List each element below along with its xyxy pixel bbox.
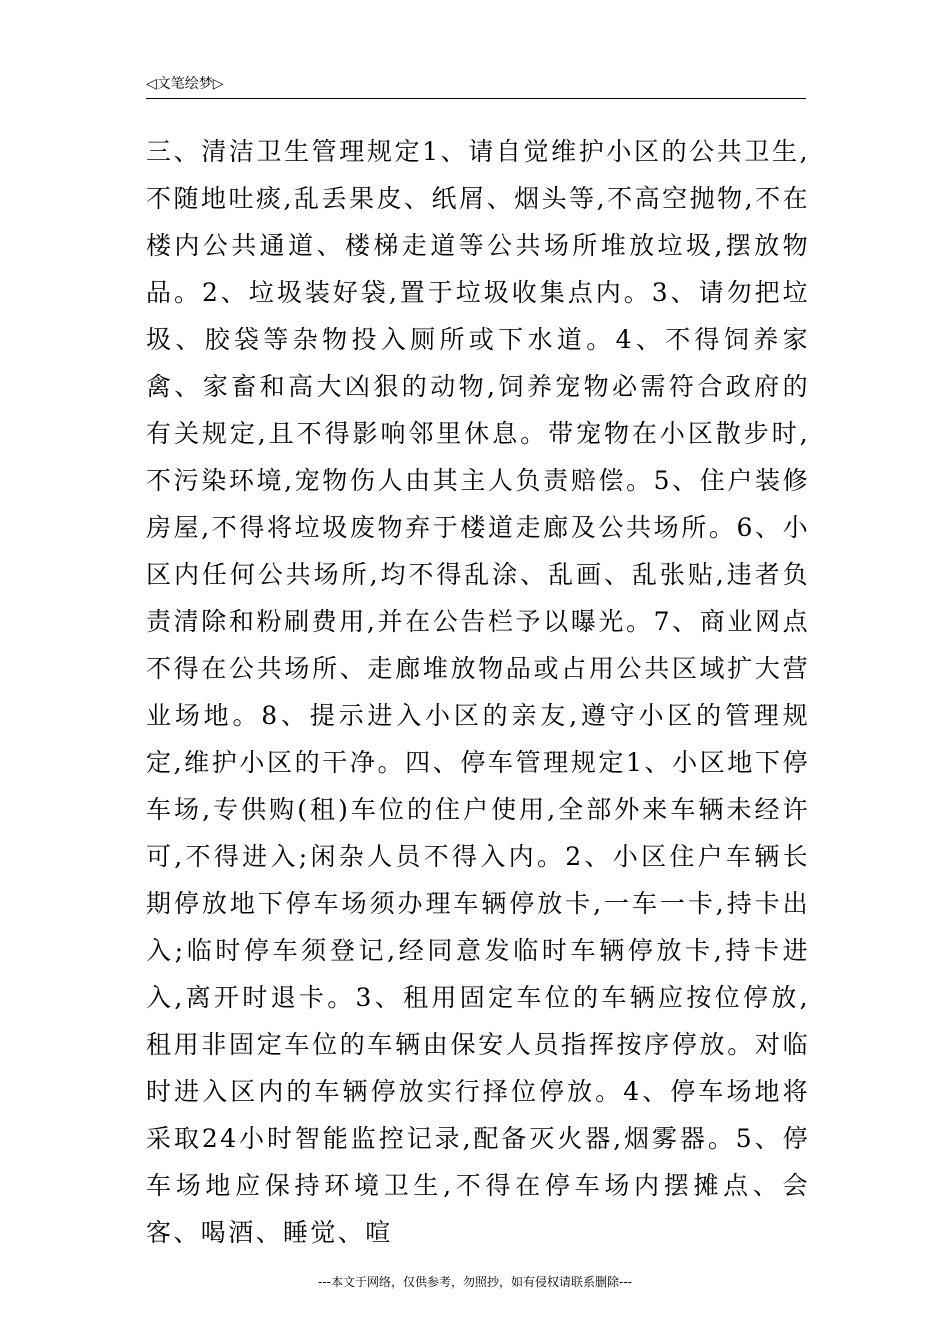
page-header xyxy=(146,70,806,99)
header-title: ◁文笔绘梦▷ xyxy=(146,76,224,92)
document-body-text: 三、清洁卫生管理规定1、请自觉维护小区的公共卫生,不随地吐痰,乱丢果皮、纸屑、烟头等,不高空抛物,不在楼内公共通道、楼梯走道等公共场所堆放垃圾,摆放物品。2、垃圾装好袋,置于垃圾收集点内。3、请勿把垃圾、胶袋等杂物投入厕所或下水道。4、不得饲养家禽、家畜和高大凶狠的动物,饲养宠物必需符合政府的有关规定,且不得影响邻里休息。带宠物在小区散步时,不污染环境,宠物伤人由其主人负责赔偿。5、住户装修房屋,不得将垃圾废物弃于楼道走廊及公共场所。6、小区内任何公共场所,均不得乱涂、乱画、乱张贴,违者负责清除和粉刷费用,并在公告栏予以曝光。7、商业网点不得在公共场所、走廊堆放物品或占用公共区域扩大营业场地。8、提示进入小区的亲友,遵守小区的管理规定,维护小区的干净。四、停车管理规定1、小区地下停车场,专供购(租)车位的住户使用,全部外来车辆未经许可,不得进入;闲杂人员不得入内。2、小区住户车辆长期停放地下停车场须办理车辆停放卡,一车一卡,持卡出入;临时停车须登记,经同意发临时车辆停放卡,持卡进入,离开时退卡。3、租用固定车位的车辆应按位停放,租用非固定车位的车辆由保安人员指挥按序停放。对临时进入区内的车辆停放实行择位停放。4、停车场地将采取24小时智能监控记录,配备灭火器,烟雾器。5、停车场地应保持环境卫生,不得在停车场内摆摊点、会客、喝酒、睡觉、喧 xyxy=(146,137,810,1247)
page-footer-note: ---本文于网络，仅供参考，勿照抄，如有侵权请联系删除--- xyxy=(318,1275,632,1289)
